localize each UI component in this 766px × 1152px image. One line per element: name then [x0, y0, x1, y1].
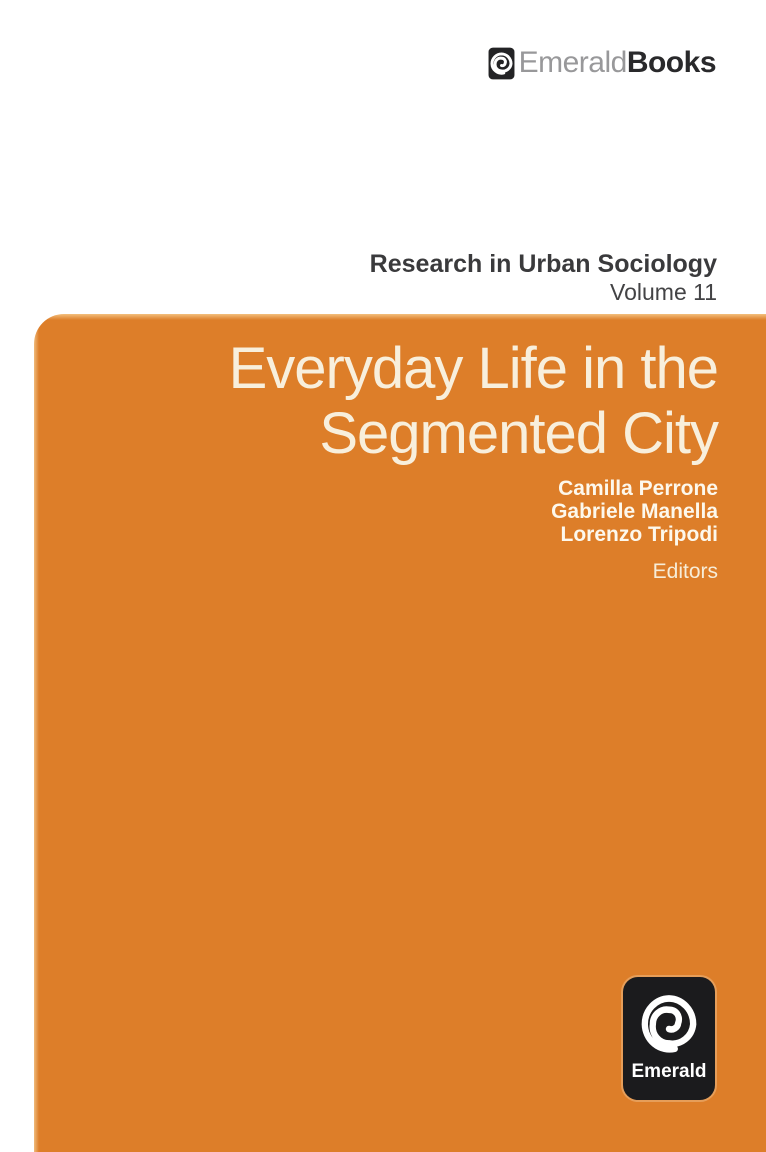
series-volume: Volume 11 — [610, 279, 717, 305]
badge-publisher-name: Emerald — [631, 1061, 707, 1082]
publisher-name-bold: Books — [626, 46, 716, 79]
series-name: Research in Urban Sociology — [369, 250, 717, 278]
emerald-publisher-badge — [623, 977, 715, 1100]
series-block — [370, 251, 717, 305]
publisher-name: Emerald — [518, 46, 627, 79]
editor-name: Gabriele Manella — [551, 500, 718, 523]
book-title — [229, 336, 718, 466]
editor-name: Camilla Perrone — [558, 477, 718, 500]
emerald-spiral-icon — [488, 47, 515, 80]
editor-name: Lorenzo Tripodi — [560, 523, 718, 546]
publisher-header — [488, 46, 716, 80]
editors-label: Editors — [652, 560, 718, 583]
emerald-spiral-icon — [639, 987, 699, 1059]
cover-panel — [34, 314, 766, 1152]
book-title-line-2: Segmented City — [319, 401, 718, 466]
book-title-line-1: Everyday Life in the — [228, 336, 718, 401]
editors-block — [551, 477, 718, 584]
